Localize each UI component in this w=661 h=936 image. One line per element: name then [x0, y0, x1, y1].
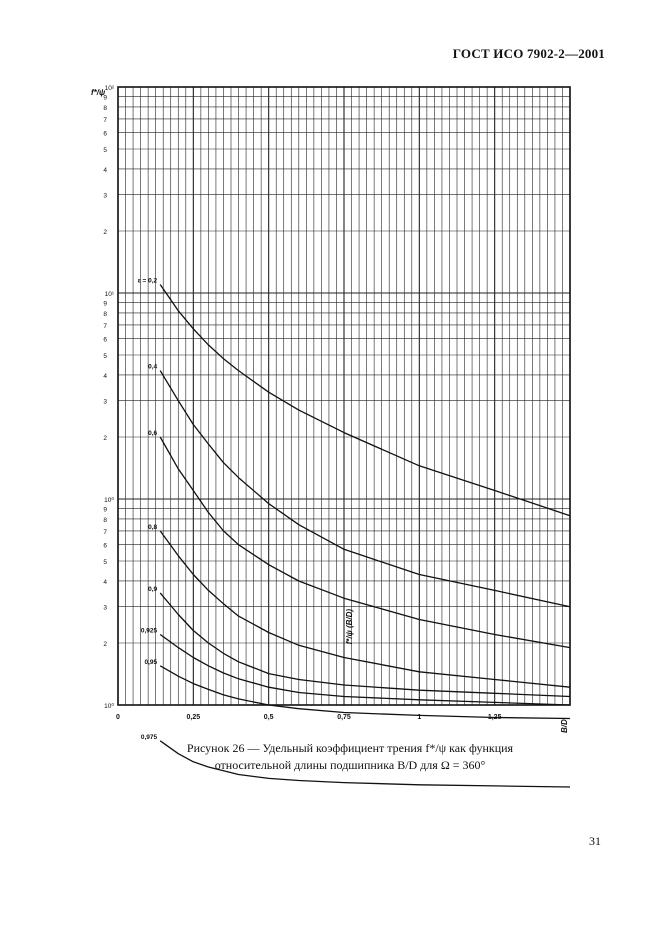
y-tick-label: 4: [103, 578, 107, 586]
series-line: [160, 666, 570, 719]
y-tick-label: 7: [103, 528, 107, 536]
y-decade-label: 10¹: [104, 291, 114, 298]
series-line: [160, 371, 570, 607]
figure-caption: [120, 740, 580, 774]
y-tick-label: 5: [103, 147, 107, 155]
series-label: 0,975: [140, 733, 158, 741]
y-tick-label: 5: [103, 353, 107, 361]
y-tick-label: 4: [103, 166, 107, 174]
y-tick-label: 9: [103, 300, 107, 308]
series-label: 0,95: [144, 658, 158, 666]
document-id: ГОСТ ИСО 7902-2—2001: [452, 46, 605, 61]
x-tick-label: 0,75: [337, 714, 351, 721]
y-tick-label: 3: [103, 192, 107, 200]
y-tick-label: 2: [103, 228, 107, 236]
series-label: 0,6: [148, 429, 158, 437]
y-tick-label: 2: [103, 640, 107, 648]
series-line: [160, 285, 570, 516]
caption-line-1: Рисунок 26 — Удельный коэффициент трения f*/ψ как функция: [186, 741, 514, 755]
y-tick-label: 6: [103, 336, 107, 344]
x-axis-label: B/D: [560, 719, 569, 733]
y-tick-label: 4: [103, 372, 107, 380]
y-tick-label: 3: [103, 398, 107, 406]
page-number: 31: [589, 834, 601, 848]
y-decade-label: 10⁰: [104, 703, 114, 710]
y-decade-label: 10²: [104, 85, 114, 92]
x-tick-label: 0,25: [186, 714, 201, 721]
chart-curves: [160, 285, 570, 788]
y-tick-label: 3: [103, 604, 107, 612]
series-label: ε = 0,2: [137, 277, 158, 285]
series-label: 0,925: [140, 627, 158, 635]
y-tick-label: 5: [103, 559, 107, 567]
y-decade-label: 10⁰: [104, 497, 114, 504]
y-tick-label: 9: [103, 94, 107, 102]
y-tick-label: 6: [103, 542, 107, 550]
x-tick-label: 0,5: [263, 714, 274, 721]
series-line: [160, 531, 570, 687]
y-tick-label: 9: [103, 506, 107, 514]
y-tick-label: 8: [103, 516, 107, 524]
y-tick-label: 7: [103, 116, 107, 124]
series-label: 0,8: [148, 523, 158, 531]
inplot-formula-label: f*/ψ (B/D): [345, 608, 354, 645]
y-tick-label: 6: [103, 130, 107, 138]
y-tick-label: 8: [103, 104, 107, 112]
y-tick-label: 8: [103, 310, 107, 318]
series-label: 0,4: [148, 363, 158, 371]
y-axis-label: f*/ψ: [91, 88, 106, 97]
y-tick-label: 7: [103, 322, 107, 330]
series-label: 0,9: [148, 585, 158, 593]
chart-grid: [118, 87, 570, 705]
x-tick-label: 0: [116, 714, 120, 721]
x-tick-label: 1: [417, 714, 422, 721]
series-line: [160, 437, 570, 648]
y-tick-label: 2: [103, 434, 107, 442]
x-tick-label: 1,25: [487, 714, 502, 721]
caption-line-2: относительной длины подшипника B/D для Ω = 360°: [214, 758, 486, 772]
chart-labels: [91, 85, 569, 741]
